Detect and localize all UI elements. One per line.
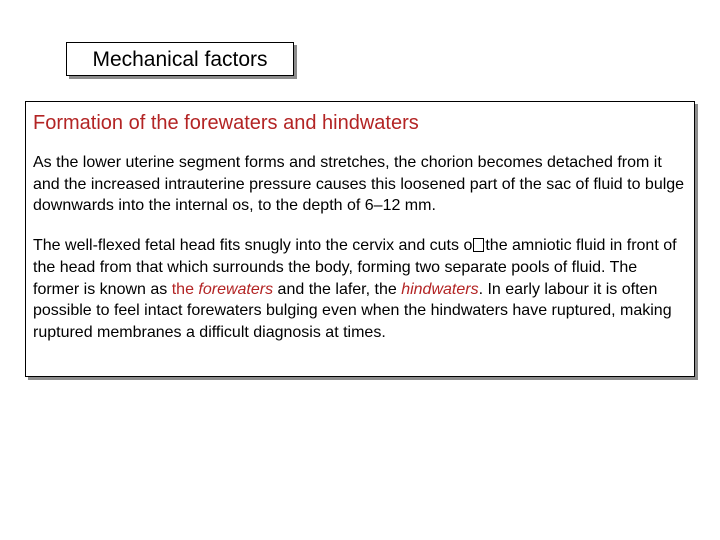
hindwaters-term: hindwaters — [401, 280, 479, 298]
slide-title: Mechanical factors — [92, 48, 268, 71]
paragraph-2-text-after-glyph: the amniotic fluid in front of the head from that which surrounds the body, forming two separate pools of fluid. The former is known as — [33, 237, 677, 298]
slide-title-box — [66, 42, 294, 76]
forewaters-term: forewaters — [198, 280, 274, 298]
section-heading: Formation of the forewaters and hindwaters — [33, 112, 419, 134]
paragraph-1: As the lower uterine segment forms and stretches, the chorion becomes detached from it and the increased intrauterine pressure causes this loosened part of the sac of fluid to bulge downwards into the internal os, to the depth of 6–12 mm. — [33, 154, 685, 215]
paragraph-2-text-start: The well-flexed fetal head fits snugly into the cervix and cuts o — [33, 237, 473, 255]
paragraph-2-text-end: . In early labour it is often possible to feel intact forewaters bulging even when the hindwaters have ruptured, making ruptured membranes a difficult diagnosis at times. — [33, 280, 672, 341]
paragraph-2-text-middle: and the lafer, the — [273, 280, 402, 298]
missing-glyph-box-icon — [473, 238, 484, 252]
forewaters-prefix: the — [171, 280, 199, 298]
content-box — [25, 101, 695, 377]
paragraph-2 — [33, 235, 686, 344]
